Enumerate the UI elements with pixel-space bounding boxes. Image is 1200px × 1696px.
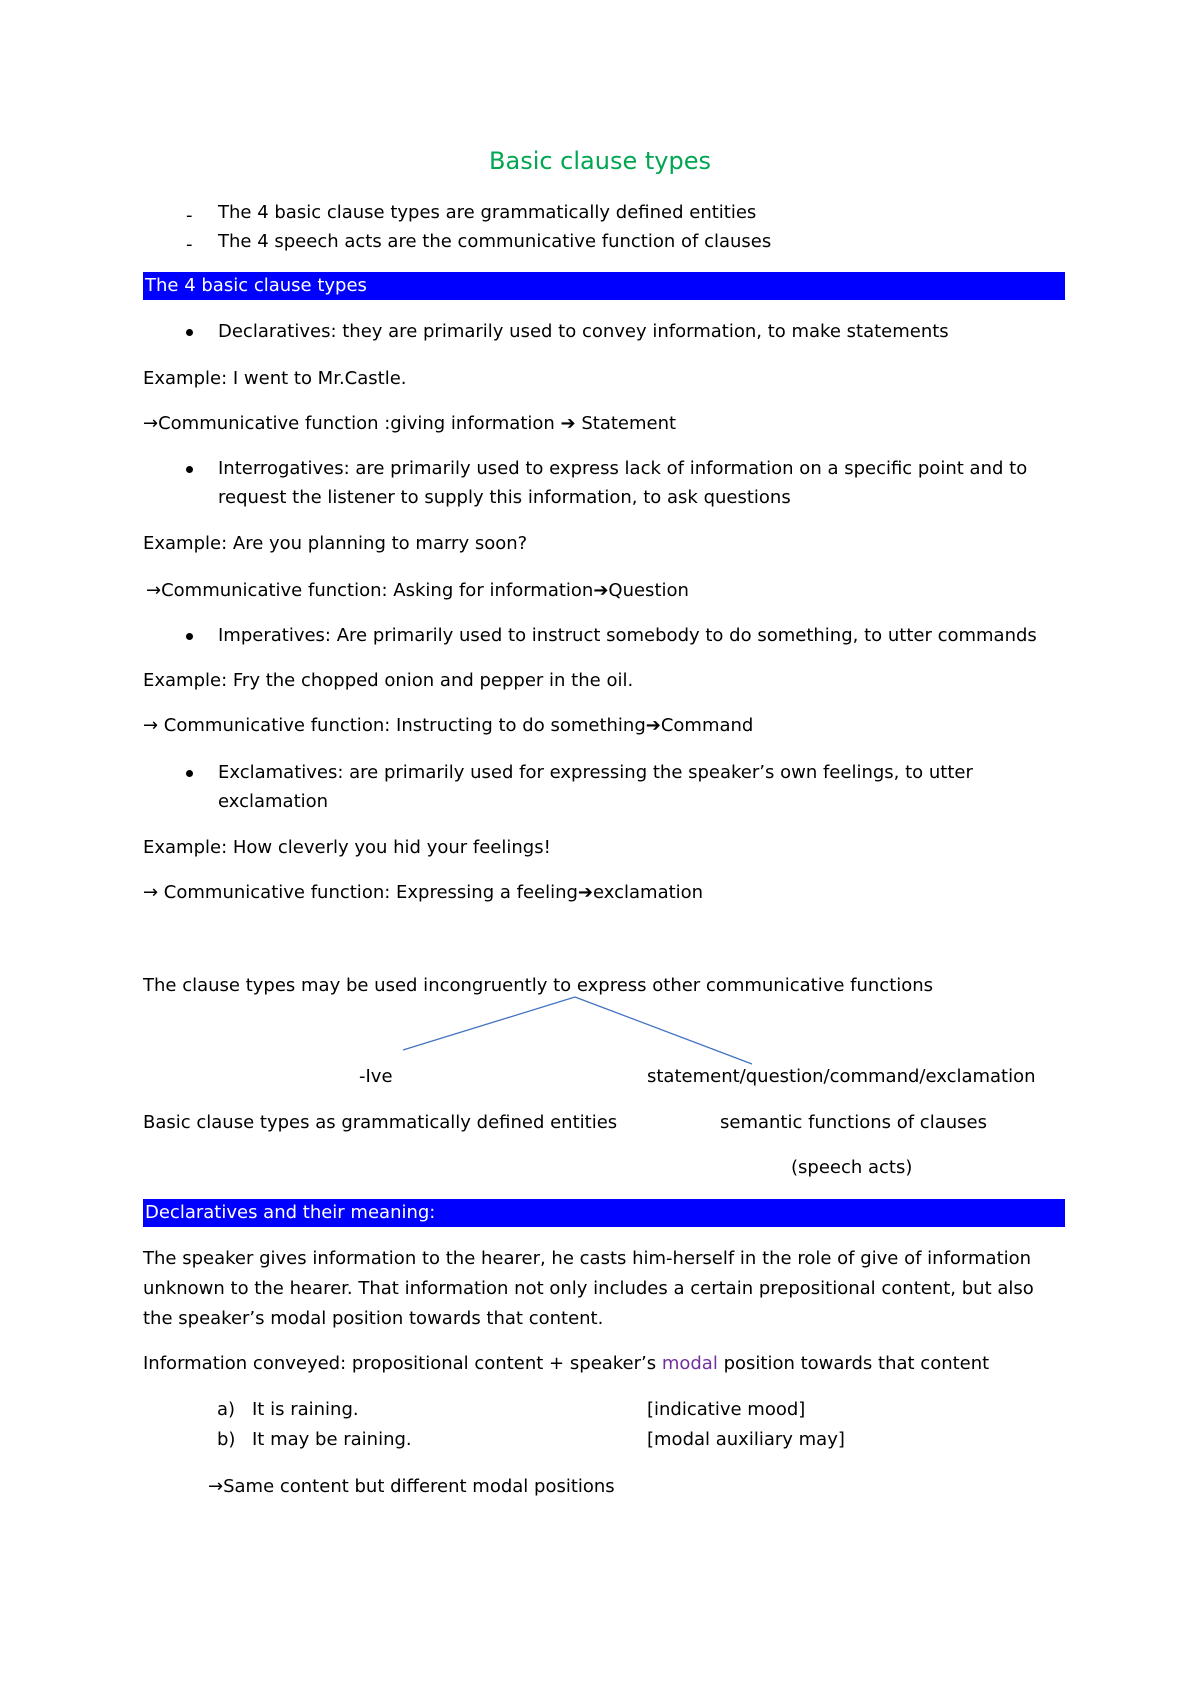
imperatives-bullet: Imperatives: Are primarily used to instruct somebody to do something, to utter commands bbox=[218, 625, 1037, 646]
exclamatives-bullet-line1: Exclamatives: are primarily used for expressing the speaker’s own feelings, to utter bbox=[218, 762, 973, 783]
paragraph-line-1: The speaker gives information to the hearer, he casts him-herself in the role of give of information bbox=[143, 1248, 1032, 1269]
diagram-left-caption: Basic clause types as grammatically defined entities bbox=[143, 1112, 618, 1133]
exclamatives-example: Example: How cleverly you hid your feelings! bbox=[143, 837, 551, 858]
page-title: Basic clause types bbox=[489, 147, 711, 175]
information-text-after: position towards that content bbox=[717, 1353, 990, 1374]
intro-line-1: The 4 basic clause types are grammatically defined entities bbox=[218, 202, 757, 223]
paragraph-line-2: unknown to the hearer. That information not only includes a certain prepositional content, but also bbox=[143, 1278, 1034, 1299]
information-text-before: Information conveyed: propositional content + speaker’s bbox=[143, 1353, 662, 1374]
dash-marker: - bbox=[186, 234, 193, 255]
information-conveyed-line bbox=[143, 1353, 989, 1375]
declaratives-example: Example: I went to Mr.Castle. bbox=[143, 368, 407, 389]
example-sentence: It is raining. bbox=[252, 1399, 359, 1420]
example-sentence: It may be raining. bbox=[252, 1429, 412, 1450]
connector-line-left bbox=[403, 997, 575, 1050]
diagram-left-label: -Ive bbox=[359, 1066, 393, 1087]
example-note: [modal auxiliary may] bbox=[647, 1429, 845, 1450]
exclamatives-bullet-line2: exclamation bbox=[218, 791, 329, 812]
incongruent-sentence: The clause types may be used incongruently to express other communicative functions bbox=[143, 975, 934, 996]
interrogatives-bullet-line1: Interrogatives: are primarily used to express lack of information on a specific point and to bbox=[218, 458, 1028, 479]
imperatives-example: Example: Fry the chopped onion and pepper in the oil. bbox=[143, 670, 634, 691]
example-marker: b) bbox=[217, 1429, 236, 1450]
paragraph-line-3: the speaker’s modal position towards that content. bbox=[143, 1308, 604, 1329]
section-header-label: Declaratives and their meaning: bbox=[145, 1202, 436, 1223]
imperatives-function: → Communicative function: Instructing to do something➔Command bbox=[143, 715, 754, 736]
exclamatives-function: → Communicative function: Expressing a feeling➔exclamation bbox=[143, 882, 704, 903]
interrogatives-bullet-line2: request the listener to supply this information, to ask questions bbox=[218, 487, 791, 508]
interrogatives-example: Example: Are you planning to marry soon? bbox=[143, 533, 528, 554]
example-note: [indicative mood] bbox=[647, 1399, 806, 1420]
connector-line-right bbox=[575, 997, 752, 1064]
example-marker: a) bbox=[217, 1399, 236, 1420]
dash-marker: - bbox=[186, 205, 193, 226]
interrogatives-function: →Communicative function: Asking for information➔Question bbox=[146, 580, 689, 601]
modal-word: modal bbox=[661, 1353, 718, 1374]
intro-line-2: The 4 speech acts are the communicative function of clauses bbox=[218, 231, 772, 252]
section-header-label: The 4 basic clause types bbox=[145, 275, 367, 296]
declaratives-function: →Communicative function :giving information ➔ Statement bbox=[143, 413, 677, 434]
section-header-declaratives-meaning bbox=[143, 1199, 1065, 1227]
diagram-right-caption-2: (speech acts) bbox=[791, 1157, 913, 1178]
diagram-right-caption: semantic functions of clauses bbox=[720, 1112, 987, 1133]
conclusion-line: →Same content but different modal positions bbox=[208, 1476, 615, 1497]
declaratives-bullet: Declaratives: they are primarily used to convey information, to make statements bbox=[218, 321, 949, 342]
diagram-right-label: statement/question/command/exclamation bbox=[647, 1066, 1036, 1087]
